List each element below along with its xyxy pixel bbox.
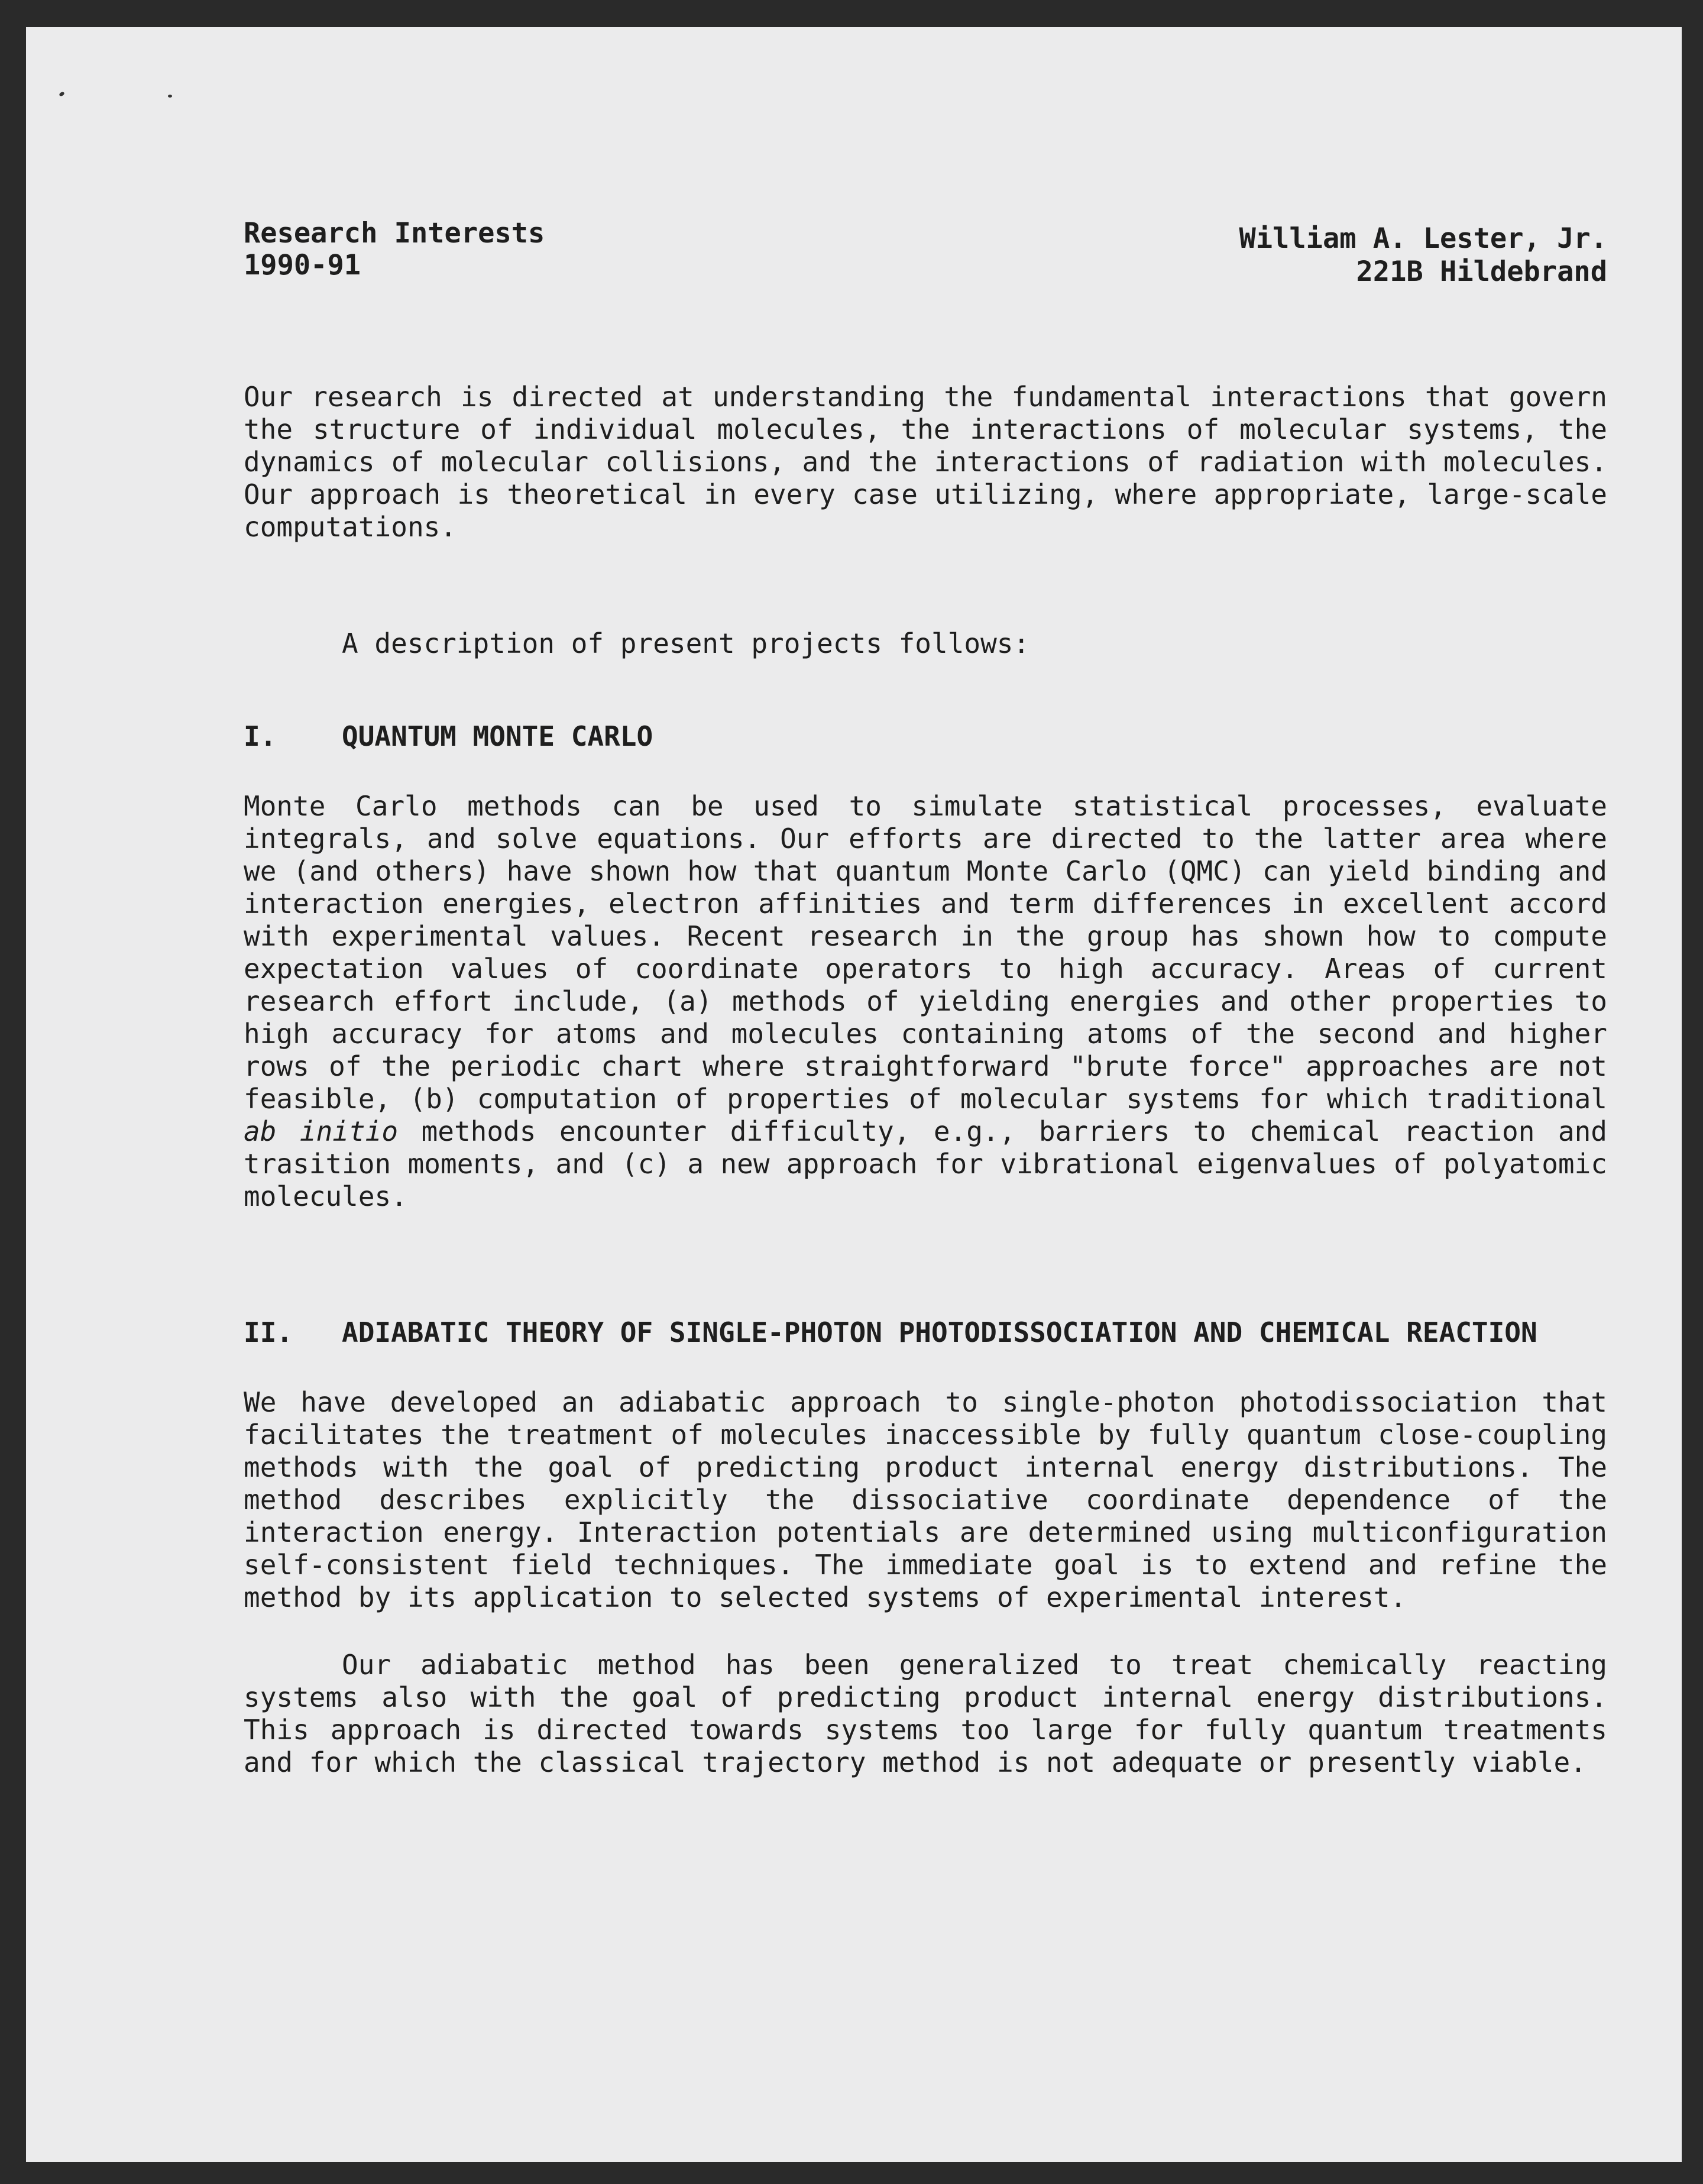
- paper-speck-mark: [59, 91, 65, 97]
- paragraph-text: methods encounter difficulty, e.g., barriers to chemical reaction and trasition moments, and (c) a new approach for vibrational eigenvalues of polyatomic molecules.: [244, 1115, 1607, 1212]
- intro-paragraph: Our research is directed at understanding the fundamental interactions that govern the structure of individual molecules, the interactions of molecular systems, the dynamics of molecular collisions, and the interactions of radiation with molecules. Our approach is theoretical in every case utilizing, where appropriate, large-scale computations.: [244, 381, 1607, 543]
- paragraph-text: Monte Carlo methods can be used to simulate statistical processes, evaluate integrals, and solve equations. Our efforts are directed to the latter area where we (and others) have shown how that quantum Monte Carlo (QMC) can yield binding and interaction energies, electron affinities and term differences in excellent accord with experimental values. Recent research in the group has shown how to compute expectation values of coordinate operators to high accuracy. Areas of current research effort include, (a) methods of yielding energies and other properties to high accuracy for atoms and molecules containing atoms of the second and higher rows of the periodic chart where straightforward "brute force" approaches are not feasible, (b) computation of properties of molecular systems for which traditional: [244, 790, 1607, 1115]
- header-right: [1239, 222, 1607, 289]
- author-office: 221B Hildebrand: [1356, 255, 1607, 288]
- section-heading-1: [244, 720, 653, 753]
- section-1-paragraph: [244, 790, 1607, 1213]
- author-name: William A. Lester, Jr.: [1239, 222, 1607, 255]
- projects-lead-text: A description of present projects follows:: [342, 627, 1030, 659]
- section-title: QUANTUM MONTE CARLO: [342, 720, 653, 752]
- document-year: 1990-91: [244, 249, 361, 282]
- header-left: [244, 218, 545, 282]
- section-2-paragraph-1: We have developed an adiabatic approach to single-photon photodissociation that facilitates the treatment of molecules inaccessible by fully quantum close-coupling methods with the goal of predicting product internal energy distributions. The method describes explicitly the dissociative coordinate dependence of the interaction energy. Interaction potentials are determined using multiconfiguration self-consistent field techniques. The immediate goal is to extend and refine the method by its application to selected systems of experimental interest.: [244, 1386, 1607, 1613]
- section-heading-2: [244, 1316, 1537, 1349]
- document-page: [26, 27, 1682, 2162]
- section-number: II.: [244, 1316, 293, 1348]
- section-number: I.: [244, 720, 277, 752]
- italic-term: ab initio: [244, 1115, 399, 1147]
- paper-speck-mark: [168, 95, 172, 98]
- section-title: ADIABATIC THEORY OF SINGLE-PHOTON PHOTODISSOCIATION AND CHEMICAL REACTION: [342, 1316, 1537, 1348]
- section-2-paragraph-2: Our adiabatic method has been generalized to treat chemically reacting systems also with the goal of predicting product internal energy distributions. This approach is directed towards systems too large for fully quantum treatments and for which the classical trajectory method is not adequate or presently viable.: [244, 1649, 1607, 1778]
- document-title: Research Interests: [244, 217, 545, 250]
